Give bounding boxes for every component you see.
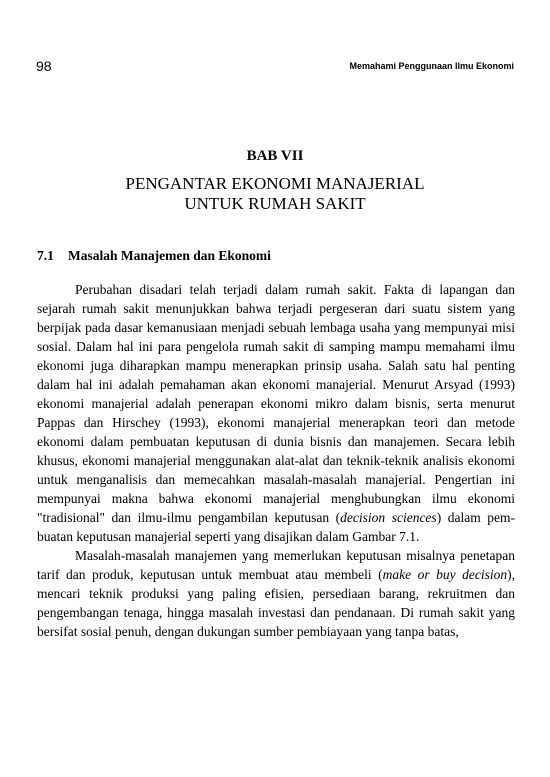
paragraph-2 (37, 546, 515, 641)
page-header (36, 58, 514, 78)
paragraph-2-text-a: Masalah-masalah manajemen yang memerlukan keputusan misalnya penetapan tarif dan produk, keputusan untuk membuat atau membeli ( (37, 548, 515, 582)
paragraph-1 (37, 280, 515, 546)
chapter-title (0, 174, 550, 214)
paragraph-1-text-a: Perubahan disadari telah terjadi dalam rumah sakit. Fakta di lapangan dan sejarah rumah sakit menunjukkan bahwa terjadi pergeseran dari suatu sistem yang berpijak pada dasar kemanusiaan menjadi sebuah lembaga usaha yang mempunyai misi sosial. Dalam hal ini para pengelola rumah sakit di samping mampu memahami ilmu ekonomi juga diharapkan mampu menerapkan prinsip usaha. Salah satu hal penting dalam hal ini adalah pemahaman akan ekonomi manajerial. Menurut Arsyad (1993) ekonomi manajerial adalah penerapan ekonomi mikro dalam bisnis, serta menurut Pappas dan Hirschey (1993), ekonomi manajerial menerapkan teori dan metode ekonomi dalam pembuatan keputusan di dunia bisnis dan manajemen. Secara lebih khusus, ekonomi manajerial menggunakan alat-alat dan teknik-teknik analisis ekonomi untuk menganalisis dan memecahkan masalah-masalah manajerial. Pengertian ini mempunyai makna bahwa ekonomi manajerial menghubungkan ilmu ekonomi "tradisional" dan ilmu-ilmu pengambilan keputusan ( (37, 282, 515, 525)
chapter-title-line-2: UNTUK RUMAH SAKIT (184, 194, 366, 213)
chapter-title-line-1: PENGANTAR EKONOMI MANAJERIAL (125, 174, 425, 193)
chapter-label: BAB VII (246, 148, 304, 164)
section-title: Masalah Manajemen dan Ekonomi (68, 248, 271, 263)
running-title: Memahami Penggunaan Ilmu Ekonomi (349, 61, 514, 71)
section-heading (37, 248, 271, 264)
section-number: 7.1 (37, 248, 54, 263)
paragraph-1-italic-term: decision sciences (340, 510, 437, 525)
paragraph-2-text-b: ), mencari teknik produksi yang paling efisien, persediaan barang, rekruitmen dan pengembangan tenaga, hingga masalah investasi dan pendanaan. Di rumah sakit yang bersifat sosial penuh, dengan dukungan sumber pembiayaan yang tanpa batas, (37, 567, 515, 639)
paragraph-1-text-b: ) dalam pembuatan keputusan manajerial seperti yang disajikan dalam Gambar 7.1. (37, 510, 515, 544)
paragraph-2-italic-term: make or buy decision (382, 567, 508, 582)
page-number: 98 (36, 58, 52, 74)
body-text (37, 280, 515, 641)
